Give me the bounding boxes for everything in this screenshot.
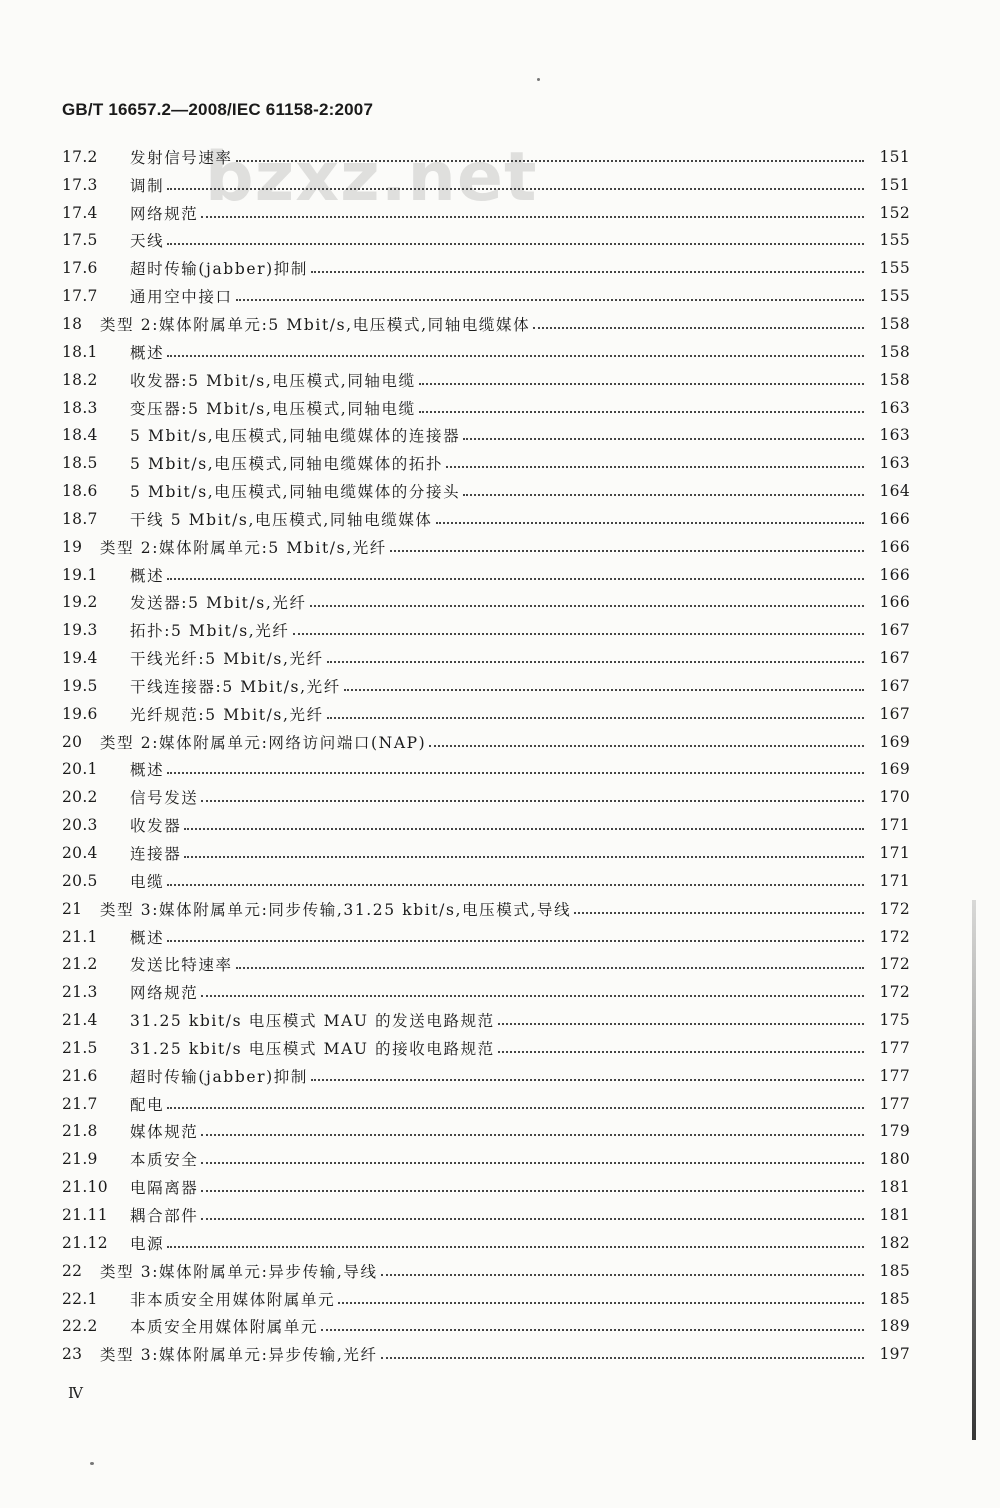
toc-dot-leader: [167, 940, 864, 942]
toc-entry: [62, 589, 910, 617]
toc-entry-title: 收发器:5 Mbit/s,电压模式,同轴电缆: [130, 371, 416, 390]
toc-entry-title: 发送比特速率: [130, 956, 233, 975]
toc-entry-page: 169: [879, 760, 910, 779]
toc-entry-title: 干线 5 Mbit/s,电压模式,同轴电缆媒体: [130, 510, 433, 529]
toc-entry-page: 177: [879, 1094, 910, 1113]
toc-entry-number: 23: [62, 1345, 83, 1364]
toc-entry-title: 31.25 kbit/s 电压模式 MAU 的接收电路规范: [130, 1039, 495, 1058]
scan-speck: [537, 78, 540, 81]
toc-entry-page: 163: [879, 398, 910, 417]
toc-entry-number: 17.3: [62, 175, 98, 194]
toc-entry-title: 类型 3:媒体附属单元:异步传输,导线: [100, 1262, 378, 1281]
toc-entry-title: 概述: [130, 761, 165, 780]
toc-entry-title: 本质安全用媒体附属单元: [130, 1318, 319, 1337]
toc-entry-number: 19.5: [62, 676, 98, 695]
toc-entry-page: 163: [879, 454, 910, 473]
toc-entry: [62, 310, 910, 338]
toc-entry-number: 20: [62, 732, 83, 751]
toc-entry-number: 21.9: [62, 1150, 98, 1169]
toc-entry: [62, 1340, 910, 1368]
toc-entry-page: 172: [879, 899, 910, 918]
toc-dot-leader: [419, 383, 864, 385]
toc-entry: [62, 477, 910, 505]
toc-entry-page: 158: [879, 314, 910, 333]
toc-entry-page: 155: [879, 259, 910, 278]
toc-entry: [62, 839, 910, 867]
toc-entry-title: 5 Mbit/s,电压模式,同轴电缆媒体的拓扑: [130, 455, 444, 474]
toc-entry-page: 155: [879, 287, 910, 306]
toc-entry: [62, 366, 910, 394]
toc-dot-leader: [498, 1051, 864, 1053]
toc-entry-title: 连接器: [130, 845, 182, 864]
toc-entry-title: 5 Mbit/s,电压模式,同轴电缆媒体的连接器: [130, 427, 461, 446]
toc-entry-number: 18: [62, 314, 83, 333]
toc-entry-number: 17.6: [62, 259, 98, 278]
toc-entry-page: 197: [879, 1345, 910, 1364]
toc-entry: [62, 1062, 910, 1090]
toc-entry-page: 166: [879, 537, 910, 556]
toc-dot-leader: [327, 717, 864, 719]
toc-entry-page: 182: [879, 1233, 910, 1252]
toc-entry-number: 21.6: [62, 1066, 98, 1085]
toc-dot-leader: [463, 438, 864, 440]
toc-dot-leader: [338, 1302, 864, 1304]
toc-entry-number: 17.5: [62, 231, 98, 250]
toc-entry-number: 18.5: [62, 454, 98, 473]
toc-entry-number: 21.8: [62, 1122, 98, 1141]
toc-entry: [62, 338, 910, 366]
toc-entry-title: 类型 2:媒体附属单元:5 Mbit/s,电压模式,同轴电缆媒体: [100, 315, 531, 334]
toc-entry-page: 185: [879, 1289, 910, 1308]
toc-entry-page: 158: [879, 342, 910, 361]
toc-dot-leader: [167, 188, 864, 190]
toc-entry-number: 19.6: [62, 704, 98, 723]
toc-entry-page: 172: [879, 927, 910, 946]
toc-dot-leader: [167, 243, 864, 245]
toc-entry-page: 189: [879, 1317, 910, 1336]
toc-entry: [62, 672, 910, 700]
toc-entry-page: 185: [879, 1261, 910, 1280]
toc-entry: [62, 644, 910, 672]
toc-entry-title: 电缆: [130, 872, 165, 891]
toc-entry-page: 172: [879, 983, 910, 1002]
toc-entry-page: 152: [879, 203, 910, 222]
toc-dot-leader: [574, 912, 864, 914]
toc-entry: [62, 533, 910, 561]
toc-dot-leader: [201, 1162, 864, 1164]
toc-entry-title: 通用空中接口: [130, 288, 233, 307]
toc-entry-page: 167: [879, 676, 910, 695]
toc-entry-number: 18.6: [62, 482, 98, 501]
toc-entry-title: 调制: [130, 176, 165, 195]
toc-entry-number: 20.3: [62, 816, 98, 835]
toc-entry-title: 概述: [130, 566, 165, 585]
toc-entry: [62, 505, 910, 533]
toc-entry: [62, 895, 910, 923]
toc-entry-title: 概述: [130, 343, 165, 362]
toc-entry: [62, 171, 910, 199]
toc-entry-number: 20.5: [62, 871, 98, 890]
toc-dot-leader: [184, 828, 864, 830]
toc-entry-page: 155: [879, 231, 910, 250]
toc-dot-leader: [327, 661, 864, 663]
toc-dot-leader: [167, 772, 864, 774]
toc-entry-page: 166: [879, 509, 910, 528]
toc-entry-number: 21.1: [62, 927, 98, 946]
toc-entry-page: 166: [879, 565, 910, 584]
toc-entry-title: 电源: [130, 1234, 165, 1253]
toc-entry: [62, 1145, 910, 1173]
toc-entry: [62, 1312, 910, 1340]
toc-dot-leader: [167, 884, 864, 886]
toc-entry-page: 172: [879, 955, 910, 974]
toc-entry-title: 发射信号速率: [130, 148, 233, 167]
toc-dot-leader: [321, 1329, 864, 1331]
toc-entry-page: 169: [879, 732, 910, 751]
toc-entry: [62, 1006, 910, 1034]
toc-dot-leader: [236, 160, 864, 162]
toc-dot-leader: [446, 466, 864, 468]
toc-dot-leader: [201, 1134, 864, 1136]
toc-entry-number: 18.7: [62, 509, 98, 528]
toc-entry: [62, 394, 910, 422]
toc-entry: [62, 1229, 910, 1257]
toc-entry-number: 20.2: [62, 788, 98, 807]
toc-entry-page: 180: [879, 1150, 910, 1169]
toc-entry-number: 20.1: [62, 760, 98, 779]
toc-dot-leader: [184, 856, 864, 858]
toc-dot-leader: [344, 689, 864, 691]
toc-entry-page: 175: [879, 1011, 910, 1030]
toc-dot-leader: [167, 578, 864, 580]
toc-entry-title: 网络规范: [130, 984, 199, 1003]
toc-entry-page: 179: [879, 1122, 910, 1141]
toc-entry-number: 19.3: [62, 621, 98, 640]
toc-entry-title: 非本质安全用媒体附属单元: [130, 1290, 336, 1309]
toc-entry-title: 媒体规范: [130, 1123, 199, 1142]
toc-entry-page: 167: [879, 649, 910, 668]
toc-entry-number: 17.7: [62, 287, 98, 306]
toc-entry-number: 17.4: [62, 203, 98, 222]
toc-dot-leader: [310, 605, 864, 607]
toc-dot-leader: [419, 411, 864, 413]
document-header: GB/T 16657.2—2008/IEC 61158-2:2007: [62, 100, 374, 119]
toc-dot-leader: [236, 299, 864, 301]
table-of-contents: [62, 143, 910, 1368]
toc-entry: [62, 421, 910, 449]
toc-entry-title: 类型 2:媒体附属单元:网络访问端口(NAP): [100, 733, 427, 752]
toc-entry-title: 网络规范: [130, 204, 199, 223]
toc-entry-page: 167: [879, 621, 910, 640]
toc-entry: [62, 143, 910, 171]
toc-entry: [62, 254, 910, 282]
toc-entry-number: 19: [62, 537, 83, 556]
toc-entry-number: 19.4: [62, 649, 98, 668]
toc-entry-number: 22.1: [62, 1289, 98, 1308]
toc-entry-number: 21.7: [62, 1094, 98, 1113]
toc-entry-title: 类型 3:媒体附属单元:异步传输,光纤: [100, 1346, 378, 1365]
toc-entry-number: 19.2: [62, 593, 98, 612]
toc-entry: [62, 923, 910, 951]
toc-dot-leader: [167, 1107, 864, 1109]
toc-entry-title: 变压器:5 Mbit/s,电压模式,同轴电缆: [130, 399, 416, 418]
toc-entry-page: 167: [879, 704, 910, 723]
toc-entry: [62, 1118, 910, 1146]
toc-entry-page: 158: [879, 370, 910, 389]
toc-entry-page: 181: [879, 1205, 910, 1224]
toc-entry-number: 21.2: [62, 955, 98, 974]
toc-entry: [62, 867, 910, 895]
toc-entry-number: 18.4: [62, 426, 98, 445]
toc-dot-leader: [498, 1023, 864, 1025]
toc-entry-number: 21.4: [62, 1011, 98, 1030]
toc-entry-title: 本质安全: [130, 1151, 199, 1170]
toc-entry: [62, 449, 910, 477]
toc-entry-number: 21.5: [62, 1038, 98, 1057]
toc-entry-page: 177: [879, 1066, 910, 1085]
toc-entry-number: 21.11: [62, 1205, 108, 1224]
watermark: bzxz.net: [205, 138, 538, 217]
toc-entry-title: 收发器: [130, 817, 182, 836]
toc-dot-leader: [201, 1218, 864, 1220]
toc-entry-title: 天线: [130, 232, 165, 251]
toc-dot-leader: [429, 745, 864, 747]
toc-entry-title: 超时传输(jabber)抑制: [130, 1067, 308, 1086]
toc-entry-page: 177: [879, 1038, 910, 1057]
toc-dot-leader: [381, 1357, 864, 1359]
toc-entry-title: 超时传输(jabber)抑制: [130, 260, 308, 279]
toc-entry-page: 151: [879, 175, 910, 194]
toc-entry-number: 20.4: [62, 844, 98, 863]
toc-entry-page: 170: [879, 788, 910, 807]
toc-entry-number: 21.12: [62, 1233, 108, 1252]
toc-entry-page: 171: [879, 844, 910, 863]
toc-entry: [62, 1173, 910, 1201]
toc-dot-leader: [533, 327, 864, 329]
toc-entry-number: 22.2: [62, 1317, 98, 1336]
toc-dot-leader: [390, 550, 864, 552]
toc-dot-leader: [436, 522, 864, 524]
toc-entry: [62, 1034, 910, 1062]
toc-entry-title: 类型 2:媒体附属单元:5 Mbit/s,光纤: [100, 538, 387, 557]
toc-entry-number: 18.3: [62, 398, 98, 417]
toc-entry-title: 拓扑:5 Mbit/s,光纤: [130, 622, 290, 641]
toc-entry-title: 电隔离器: [130, 1179, 199, 1198]
toc-entry: [62, 783, 910, 811]
toc-entry-number: 17.2: [62, 147, 98, 166]
toc-entry-title: 配电: [130, 1095, 165, 1114]
toc-entry-title: 类型 3:媒体附属单元:同步传输,31.25 kbit/s,电压模式,导线: [100, 900, 572, 919]
toc-entry: [62, 282, 910, 310]
toc-entry-number: 19.1: [62, 565, 98, 584]
toc-entry: [62, 728, 910, 756]
toc-entry-page: 166: [879, 593, 910, 612]
toc-entry: [62, 1285, 910, 1313]
toc-entry-title: 耦合部件: [130, 1206, 199, 1225]
toc-entry-page: 181: [879, 1178, 910, 1197]
toc-dot-leader: [167, 1246, 864, 1248]
toc-entry: [62, 1201, 910, 1229]
toc-entry-page: 171: [879, 871, 910, 890]
toc-entry-number: 18.1: [62, 342, 98, 361]
scan-edge-shadow: [972, 900, 976, 1440]
toc-entry: [62, 616, 910, 644]
toc-entry-title: 发送器:5 Mbit/s,光纤: [130, 594, 307, 613]
toc-entry-title: 31.25 kbit/s 电压模式 MAU 的发送电路规范: [130, 1012, 495, 1031]
toc-dot-leader: [311, 271, 864, 273]
toc-entry: [62, 1090, 910, 1118]
toc-entry: [62, 756, 910, 784]
toc-entry-number: 18.2: [62, 370, 98, 389]
toc-entry-number: 22: [62, 1261, 83, 1280]
toc-entry-page: 163: [879, 426, 910, 445]
toc-entry-title: 概述: [130, 928, 165, 947]
scan-speck: [90, 1462, 94, 1465]
toc-entry-page: 151: [879, 147, 910, 166]
toc-entry-title: 信号发送: [130, 789, 199, 808]
toc-entry: [62, 561, 910, 589]
toc-entry-number: 21.10: [62, 1178, 108, 1197]
toc-dot-leader: [463, 494, 864, 496]
toc-dot-leader: [201, 216, 864, 218]
toc-dot-leader: [381, 1274, 864, 1276]
toc-entry: [62, 700, 910, 728]
toc-entry-title: 5 Mbit/s,电压模式,同轴电缆媒体的分接头: [130, 483, 461, 502]
toc-dot-leader: [236, 967, 864, 969]
toc-dot-leader: [167, 355, 864, 357]
toc-entry-title: 干线连接器:5 Mbit/s,光纤: [130, 677, 341, 696]
toc-dot-leader: [201, 1190, 864, 1192]
toc-entry: [62, 978, 910, 1006]
toc-entry-page: 171: [879, 816, 910, 835]
toc-entry: [62, 1257, 910, 1285]
toc-dot-leader: [293, 633, 865, 635]
toc-dot-leader: [311, 1079, 864, 1081]
toc-entry-title: 干线光纤:5 Mbit/s,光纤: [130, 650, 324, 669]
toc-entry: [62, 950, 910, 978]
page-number: Ⅳ: [68, 1384, 83, 1402]
toc-entry-number: 21: [62, 899, 83, 918]
toc-entry-page: 164: [879, 482, 910, 501]
toc-entry: [62, 199, 910, 227]
toc-entry: [62, 811, 910, 839]
toc-entry: [62, 227, 910, 255]
toc-entry-title: 光纤规范:5 Mbit/s,光纤: [130, 705, 324, 724]
toc-entry-number: 21.3: [62, 983, 98, 1002]
toc-dot-leader: [201, 995, 864, 997]
toc-dot-leader: [201, 800, 864, 802]
